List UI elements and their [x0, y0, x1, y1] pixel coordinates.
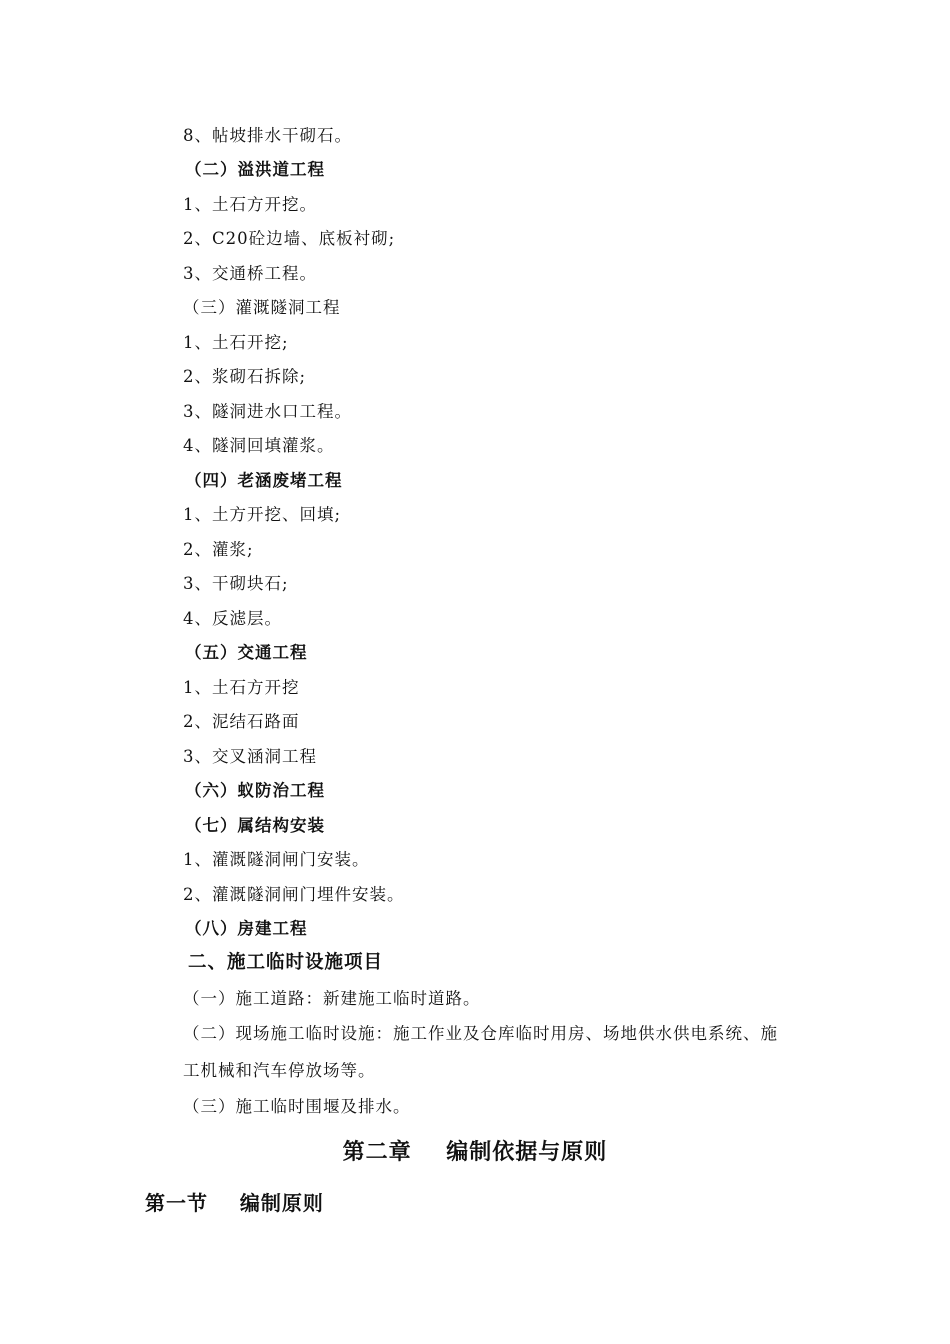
- subsection-heading: （七）属结构安装: [185, 816, 325, 835]
- list-item: （三）施工临时围堰及排水。: [183, 1097, 411, 1116]
- subsection-heading: （五）交通工程: [185, 643, 308, 662]
- list-item: 3、交叉涵洞工程: [183, 747, 317, 766]
- list-item: 4、隧洞回填灌浆。: [183, 436, 335, 455]
- subsection-heading: （八）房建工程: [185, 919, 308, 938]
- subsection-heading: （三）灌溉隧洞工程: [183, 298, 341, 317]
- list-item: 8、帖坡排水干砌石。: [183, 126, 352, 145]
- list-item: 1、土石开挖;: [183, 333, 289, 352]
- list-item: 1、土石方开挖: [183, 678, 300, 697]
- list-item: 2、C20砼边墙、底板衬砌;: [183, 229, 396, 248]
- subsection-heading: （二）溢洪道工程: [185, 160, 325, 179]
- list-item: 2、灌溉隧洞闸门埋件安装。: [183, 885, 405, 904]
- subsection-heading: （四）老涵废堵工程: [185, 471, 343, 490]
- list-item: （一）施工道路：新建施工临时道路。: [183, 989, 481, 1008]
- list-item: 3、干砌块石;: [183, 574, 289, 593]
- list-item: 1、土石方开挖。: [183, 195, 317, 214]
- subsection-heading: （六）蚁防治工程: [185, 781, 325, 800]
- chapter-title: 第二章 编制依据与原则: [342, 1140, 608, 1165]
- list-item: 3、隧洞进水口工程。: [183, 402, 352, 421]
- list-item: 3、交通桥工程。: [183, 264, 317, 283]
- list-item: 1、土方开挖、回填;: [183, 505, 342, 524]
- paragraph-line: （二）现场施工临时设施：施工作业及仓库临时用房、场地供水供电系统、施: [183, 1024, 778, 1043]
- list-item: 1、灌溉隧洞闸门安装。: [183, 850, 370, 869]
- paragraph-line: 工机械和汽车停放场等。: [183, 1061, 376, 1080]
- list-item: 2、灌浆;: [183, 540, 254, 559]
- list-item: 4、反滤层。: [183, 609, 282, 628]
- section-heading: 二、施工临时设施项目: [188, 952, 384, 973]
- section-title: 第一节 编制原则: [145, 1191, 324, 1215]
- list-item: 2、泥结石路面: [183, 712, 300, 731]
- list-item: 2、浆砌石拆除;: [183, 367, 307, 386]
